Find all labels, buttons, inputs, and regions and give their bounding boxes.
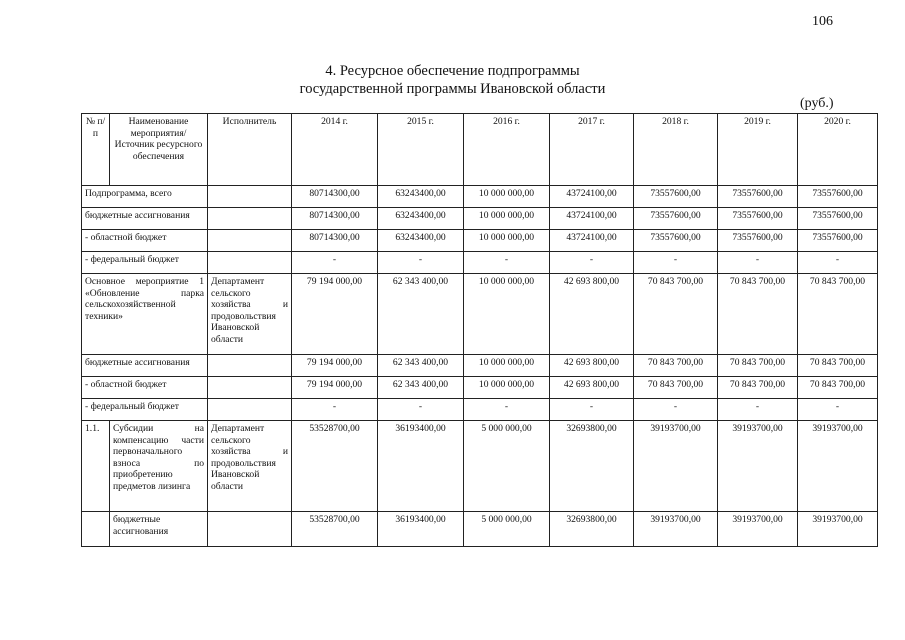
row-name: - федеральный бюджет <box>82 399 208 421</box>
header-year-2014: 2014 г. <box>292 114 378 186</box>
cell-2017: 43724100,00 <box>550 186 634 208</box>
cell-2019: 39193700,00 <box>718 512 798 547</box>
row-executor <box>208 377 292 399</box>
cell-2018: 39193700,00 <box>634 512 718 547</box>
cell-2016: 10 000 000,00 <box>464 355 550 377</box>
cell-2017: 42 693 800,00 <box>550 355 634 377</box>
cell-2014: 79 194 000,00 <box>292 355 378 377</box>
row-executor <box>208 186 292 208</box>
cell-2020: 70 843 700,00 <box>798 274 878 355</box>
header-row <box>82 114 878 186</box>
cell-2014: 79 194 000,00 <box>292 274 378 355</box>
row-name: - областной бюджет <box>82 230 208 252</box>
table-row <box>82 186 878 208</box>
cell-2014: - <box>292 399 378 421</box>
header-year-2018: 2018 г. <box>634 114 718 186</box>
table-row <box>82 274 878 355</box>
cell-2017: 32693800,00 <box>550 421 634 512</box>
cell-2020: 39193700,00 <box>798 512 878 547</box>
cell-2018: 39193700,00 <box>634 421 718 512</box>
row-num <box>82 512 110 547</box>
cell-2019: 73557600,00 <box>718 186 798 208</box>
cell-2020: 39193700,00 <box>798 421 878 512</box>
cell-2020: - <box>798 252 878 274</box>
cell-2016: 10 000 000,00 <box>464 208 550 230</box>
row-name: бюджетные ассигнования <box>110 512 208 547</box>
cell-2014: 80714300,00 <box>292 186 378 208</box>
cell-2018: - <box>634 252 718 274</box>
resource-table <box>81 113 878 547</box>
cell-2019: 73557600,00 <box>718 230 798 252</box>
cell-2017: 43724100,00 <box>550 208 634 230</box>
cell-2015: 63243400,00 <box>378 186 464 208</box>
row-name: Подпрограмма, всего <box>82 186 208 208</box>
cell-2014: 79 194 000,00 <box>292 377 378 399</box>
row-executor <box>208 208 292 230</box>
row-name: Основное мероприятие 1 «Обновление парка сельскохозяйственной техники» <box>82 274 208 355</box>
cell-2014: 80714300,00 <box>292 208 378 230</box>
cell-2017: 32693800,00 <box>550 512 634 547</box>
cell-2015: 63243400,00 <box>378 230 464 252</box>
table-row <box>82 512 878 547</box>
cell-2015: 62 343 400,00 <box>378 377 464 399</box>
cell-2016: 10 000 000,00 <box>464 230 550 252</box>
cell-2018: 73557600,00 <box>634 230 718 252</box>
header-name: Наименование мероприятия/ Источник ресурсного обеспечения <box>110 114 208 186</box>
cell-2016: 10 000 000,00 <box>464 377 550 399</box>
cell-2020: 70 843 700,00 <box>798 377 878 399</box>
page-number: 106 <box>812 14 833 29</box>
row-name: бюджетные ассигнования <box>82 355 208 377</box>
cell-2016: 5 000 000,00 <box>464 512 550 547</box>
row-executor: Департамент сельского хозяйства и продовольствия Ивановской области <box>208 274 292 355</box>
cell-2018: 73557600,00 <box>634 208 718 230</box>
header-year-2019: 2019 г. <box>718 114 798 186</box>
cell-2018: 70 843 700,00 <box>634 274 718 355</box>
cell-2017: - <box>550 399 634 421</box>
header-year-2015: 2015 г. <box>378 114 464 186</box>
cell-2015: - <box>378 252 464 274</box>
row-executor <box>208 355 292 377</box>
cell-2020: 73557600,00 <box>798 186 878 208</box>
row-executor <box>208 230 292 252</box>
row-name: - областной бюджет <box>82 377 208 399</box>
header-num: № п/п <box>82 114 110 186</box>
row-name: бюджетные ассигнования <box>82 208 208 230</box>
cell-2016: 10 000 000,00 <box>464 186 550 208</box>
cell-2016: - <box>464 252 550 274</box>
header-year-2020: 2020 г. <box>798 114 878 186</box>
cell-2019: 70 843 700,00 <box>718 274 798 355</box>
table-row <box>82 355 878 377</box>
row-executor <box>208 399 292 421</box>
cell-2014: 53528700,00 <box>292 421 378 512</box>
cell-2017: 43724100,00 <box>550 230 634 252</box>
cell-2017: 42 693 800,00 <box>550 274 634 355</box>
header-year-2016: 2016 г. <box>464 114 550 186</box>
cell-2016: 10 000 000,00 <box>464 274 550 355</box>
cell-2019: 73557600,00 <box>718 208 798 230</box>
table-row <box>82 230 878 252</box>
cell-2017: 42 693 800,00 <box>550 377 634 399</box>
cell-2019: 39193700,00 <box>718 421 798 512</box>
cell-2015: 63243400,00 <box>378 208 464 230</box>
cell-2019: - <box>718 399 798 421</box>
table-row <box>82 377 878 399</box>
title-line-2: государственной программы Ивановской области <box>299 81 606 97</box>
table-row <box>82 421 878 512</box>
title-line-1: 4. Ресурсное обеспечение подпрограммы <box>325 63 580 79</box>
unit-label: (руб.) <box>800 96 834 111</box>
cell-2018: 70 843 700,00 <box>634 377 718 399</box>
header-executor: Исполнитель <box>208 114 292 186</box>
row-executor: Департамент сельского хозяйства и продовольствия Ивановской области <box>208 421 292 512</box>
cell-2015: 62 343 400,00 <box>378 355 464 377</box>
cell-2019: 70 843 700,00 <box>718 355 798 377</box>
cell-2018: 70 843 700,00 <box>634 355 718 377</box>
row-num: 1.1. <box>82 421 110 512</box>
cell-2020: 73557600,00 <box>798 208 878 230</box>
cell-2020: 73557600,00 <box>798 230 878 252</box>
cell-2017: - <box>550 252 634 274</box>
row-name: Субсидии на компенсацию части первоначального взноса по приобретению предметов лизинга <box>110 421 208 512</box>
cell-2015: 36193400,00 <box>378 512 464 547</box>
cell-2019: 70 843 700,00 <box>718 377 798 399</box>
cell-2020: 70 843 700,00 <box>798 355 878 377</box>
table-row <box>82 208 878 230</box>
cell-2016: - <box>464 399 550 421</box>
table-row <box>82 399 878 421</box>
header-year-2017: 2017 г. <box>550 114 634 186</box>
row-executor <box>208 252 292 274</box>
table-row <box>82 252 878 274</box>
cell-2014: - <box>292 252 378 274</box>
cell-2015: - <box>378 399 464 421</box>
cell-2016: 5 000 000,00 <box>464 421 550 512</box>
cell-2014: 53528700,00 <box>292 512 378 547</box>
row-executor <box>208 512 292 547</box>
cell-2015: 62 343 400,00 <box>378 274 464 355</box>
cell-2018: - <box>634 399 718 421</box>
page-title <box>0 62 905 98</box>
cell-2014: 80714300,00 <box>292 230 378 252</box>
cell-2015: 36193400,00 <box>378 421 464 512</box>
row-name: - федеральный бюджет <box>82 252 208 274</box>
cell-2019: - <box>718 252 798 274</box>
cell-2020: - <box>798 399 878 421</box>
cell-2018: 73557600,00 <box>634 186 718 208</box>
